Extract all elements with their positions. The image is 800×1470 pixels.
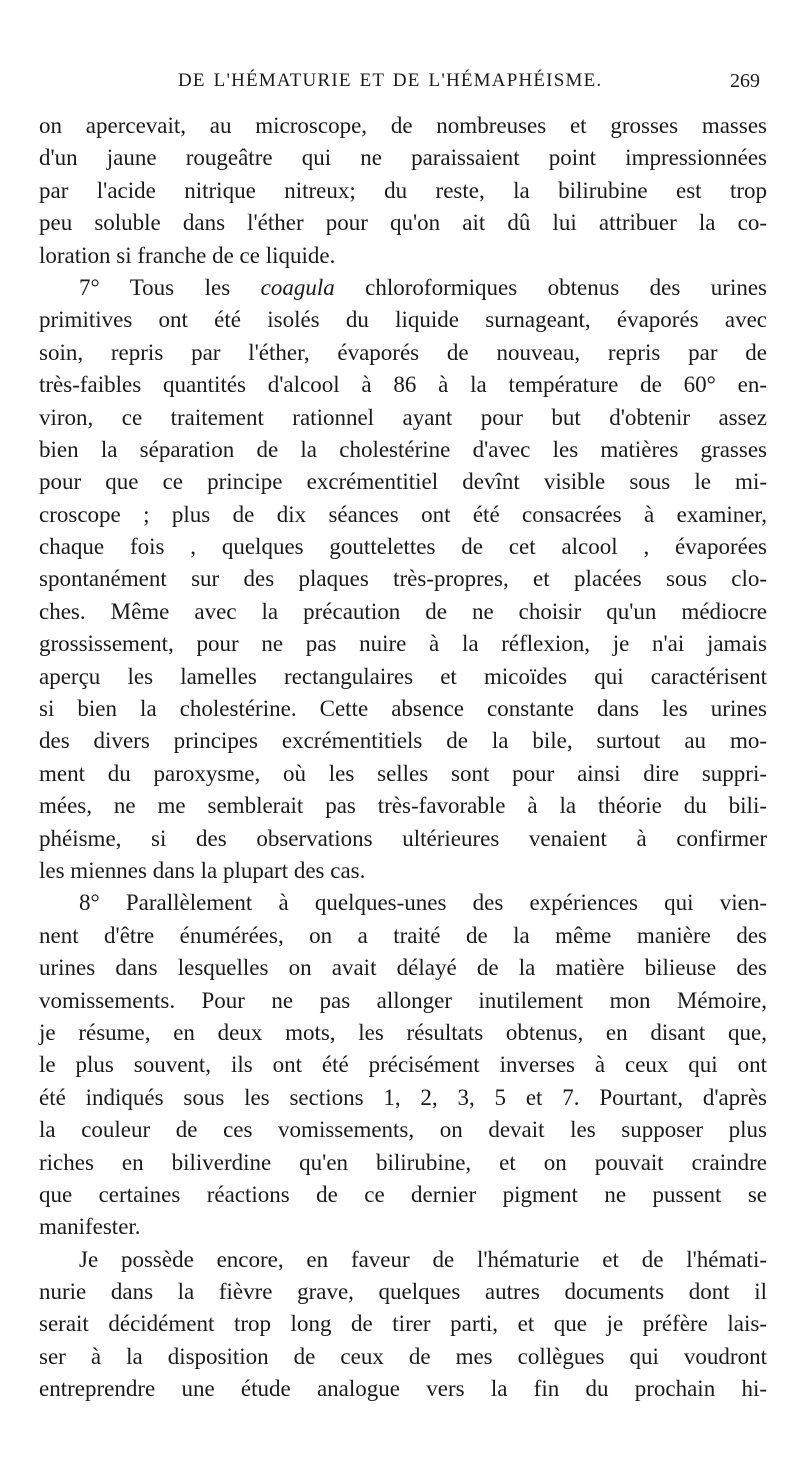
text-line-paragraph-start: Je possède encore, en faveur de l'hématurie et de l'hémati-	[79, 1246, 767, 1272]
text-segment: chloroformiques obtenus des urines	[334, 274, 767, 300]
text-line: vomissements. Pour ne pas allonger inutilement mon Mémoire,	[39, 987, 767, 1013]
text-line: peu soluble dans l'éther pour qu'on ait dû lui attribuer la co-	[39, 210, 767, 236]
text-line-section-7	[39, 272, 767, 304]
text-line: urines dans lesquelles on avait délayé de la matière bilieuse des	[39, 955, 767, 981]
text-line: entreprendre une étude analogue vers la fin du prochain hi-	[39, 1376, 767, 1402]
text-line: bien la séparation de la cholestérine d'avec les matières grasses	[39, 436, 767, 462]
text-line: le plus souvent, ils ont été précisément inverses à ceux qui ont	[39, 1052, 767, 1078]
text-line: pour que ce principe excrémentitiel devînt visible sous le mi-	[39, 469, 767, 495]
text-line: chaque fois , quelques gouttelettes de cet alcool , évaporées	[39, 534, 767, 560]
text-line: aperçu les lamelles rectangulaires et micoïdes qui caractérisent	[39, 663, 767, 689]
text-line: des divers principes excrémentitiels de la bile, surtout au mo-	[39, 728, 767, 754]
text-line: on apercevait, au microscope, de nombreuses et grosses masses	[39, 113, 767, 138]
text-line: mées, ne me semblerait pas très-favorable à la théorie du bili-	[39, 793, 767, 819]
text-line: par l'acide nitrique nitreux; du reste, la bilirubine est trop	[39, 177, 767, 203]
italic-term: coagula	[260, 274, 335, 300]
running-head	[0, 70, 800, 100]
text-line: la couleur de ces vomissements, on devait les supposer plus	[39, 1117, 767, 1143]
text-line: primitives ont été isolés du liquide surnageant, évaporés avec	[39, 307, 767, 333]
text-line: je résume, en deux mots, les résultats obtenus, en disant que,	[39, 1019, 767, 1045]
text-line: nent d'être énumérées, on a traité de la même manière des	[39, 922, 767, 948]
text-line: loration si franche de ce liquide.	[39, 242, 336, 268]
text-line: ser à la disposition de ceux de mes collègues qui voudront	[39, 1343, 767, 1369]
text-line: été indiqués sous les sections 1, 2, 3, 5 et 7. Pourtant, d'après	[39, 1084, 767, 1110]
text-line: croscope ; plus de dix séances ont été consacrées à examiner,	[39, 501, 767, 527]
body-text	[39, 110, 767, 1406]
text-line: soin, repris par l'éther, évaporés de nouveau, repris par de	[39, 339, 767, 365]
page-number: 269	[730, 70, 760, 92]
text-line: spontanément sur des plaques très-propres, et placées sous clo-	[39, 566, 767, 592]
text-line: riches en biliverdine qu'en bilirubine, et on pouvait craindre	[39, 1149, 767, 1175]
text-segment: 7° Tous les	[79, 274, 261, 300]
text-line: viron, ce traitement rationnel ayant pour but d'obtenir assez	[39, 404, 767, 430]
text-line: grossissement, pour ne pas nuire à la réflexion, je n'ai jamais	[39, 631, 767, 657]
running-title: DE L'HÉMATURIE ET DE L'HÉMAPHÉISME.	[178, 70, 603, 91]
text-line: nurie dans la fièvre grave, quelques autres documents dont il	[39, 1279, 767, 1305]
text-line: les miennes dans la plupart des cas.	[39, 857, 366, 883]
text-line: ment du paroxysme, où les selles sont pour ainsi dire suppri-	[39, 760, 767, 786]
text-line: que certaines réactions de ce dernier pigment ne pussent se	[39, 1181, 767, 1207]
text-line: d'un jaune rougeâtre qui ne paraissaient point impressionnées	[39, 145, 767, 171]
text-line: manifester.	[39, 1214, 141, 1240]
text-line: ches. Même avec la précaution de ne choisir qu'un médiocre	[39, 598, 767, 624]
text-line: phéisme, si des observations ultérieures venaient à confirmer	[39, 825, 767, 851]
text-line: si bien la cholestérine. Cette absence constante dans les urines	[39, 696, 767, 722]
text-line: très-faibles quantités d'alcool à 86 à la température de 60° en-	[39, 372, 767, 398]
text-line-section-8: 8° Parallèlement à quelques-unes des expériences qui vien-	[79, 890, 767, 916]
text-line: serait décidément trop long de tirer parti, et que je préfère lais-	[39, 1311, 767, 1337]
